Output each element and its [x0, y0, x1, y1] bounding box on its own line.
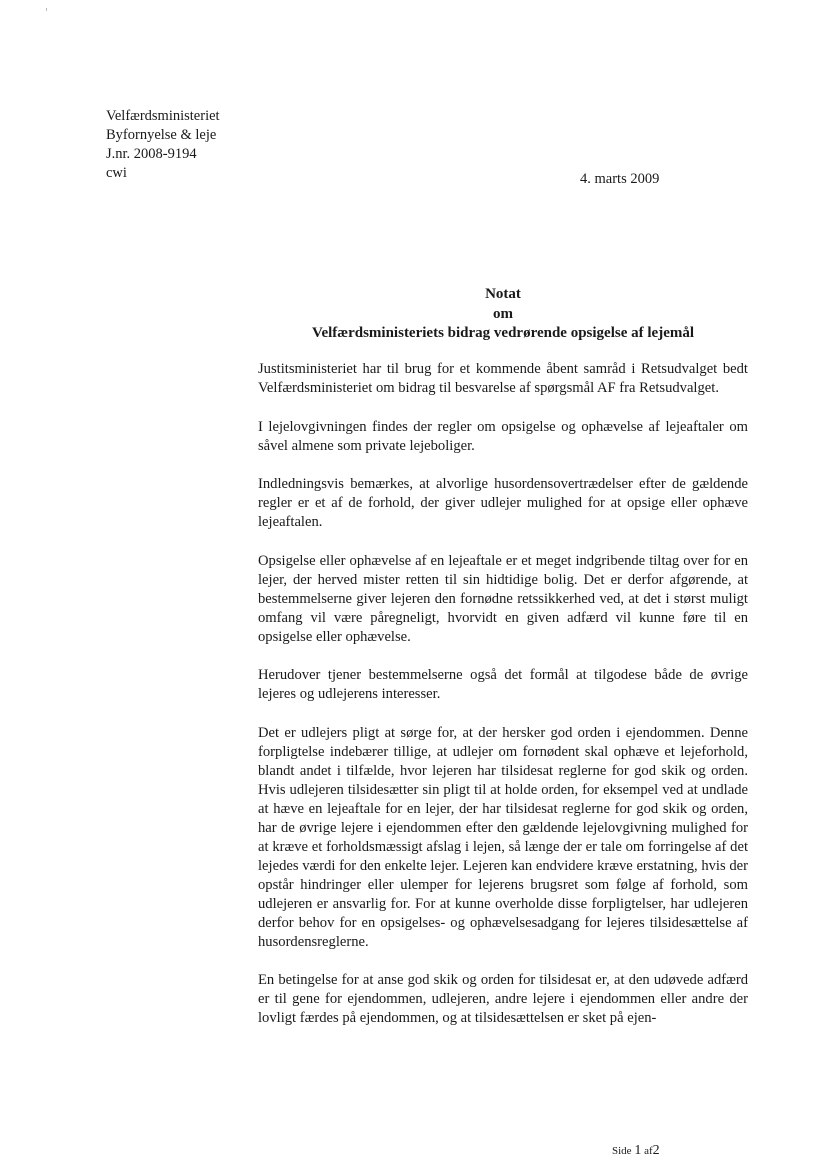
ministry-name: Velfærdsministeriet — [106, 108, 220, 124]
department-name: Byfornyelse & leje — [106, 127, 217, 143]
document-body — [258, 360, 748, 1048]
journal-number: J.nr. 2008-9194 — [106, 146, 197, 162]
paragraph: Det er udlejers pligt at sørge for, at der hersker god orden i ejendommen. Denne forpligtelse indebærer tillige, at udlejer om fornødent skal ophæve et lejeforhold, blandt andet i tilfælde, hvor lejeren har tilsidesat reglerne for god skik og orden. Hvis udlejeren tilsidesætter sin pligt til at holde orden, for eksempel ved at undlade at hæve en lejeaftale for en lejer, der har tilsidesat reglerne for god skik og orden, har de øvrige lejere i ejendommen efter den gældende lejelovgivning mulighed for at kræve et forholdsmæssigt afslag i lejen, så længe der er tale om forringelse af det lejedes værdi for den enkelte lejer. Lejeren kan endvidere kræve erstatning, hvis der opstår hindringer eller ulemper for lejerens brugsret som følge af forhold, som udlejeren er ansvarlig for. For at kunne overholde disse forpligtelser, har udlejeren derfor behov for en opsigelses- og ophævelsesadgang for lejeres tilsidesættelse af husordensreglerne. — [258, 724, 748, 950]
of-label: af — [644, 1145, 653, 1157]
paragraph: Herudover tjener bestemmelserne også det formål at tilgodese både de øvrige lejeres og udlejerens interesser. — [258, 667, 748, 702]
letterhead — [106, 107, 220, 183]
side-label: Side — [612, 1145, 632, 1157]
page-number: 1 — [634, 1143, 642, 1158]
scan-mark — [46, 8, 47, 11]
total-pages: 2 — [652, 1143, 660, 1158]
document-date: 4. marts 2009 — [580, 171, 660, 187]
paragraph: Opsigelse eller ophævelse af en lejeaftale er et meget indgribende tiltag over for en lejer, der herved mister retten til sin hidtidige bolig. Det er derfor afgørende, at bestemmelserne giver lejeren den fornødne retssikkerhed ved, at det i størst muligt omfang vil være påregneligt, hvorvidt en given adfærd vil kunne føre til en opsigelse eller ophævelse. — [258, 552, 748, 645]
paragraph: I lejelovgivningen findes der regler om opsigelse og ophævelse af lejeaftaler om såvel almene som private lejeboliger. — [258, 418, 748, 454]
title-line-1: Notat — [485, 286, 521, 302]
page-footer — [612, 1143, 660, 1159]
paragraph: En betingelse for at anse god skik og orden for tilsidesat er, at den udøvede adfærd er til gene for ejendommen, udlejeren, andre lejere i ejendommen eller andre der lovligt færdes på ejendommen, og at tilsidesættelsen er sket på ejen- — [258, 972, 748, 1026]
author-initials: cwi — [106, 165, 127, 181]
document-title — [258, 285, 748, 344]
title-line-2: om — [493, 305, 513, 322]
paragraph: Justitsministeriet har til brug for et kommende åbent samråd i Retsudvalget bedt Velfærdsministeriet om bidrag til besvarelse af spørgsmål AF fra Retsudvalget. — [258, 361, 748, 396]
title-line-3: Velfærdsministeriets bidrag vedrørende opsigelse af lejemål — [311, 325, 695, 341]
paragraph: Indledningsvis bemærkes, at alvorlige husordensovertrædelser efter de gældende regler er et af de forhold, der giver udlejer mulighed for at opsige eller ophæve lejeaftalen. — [258, 476, 748, 530]
